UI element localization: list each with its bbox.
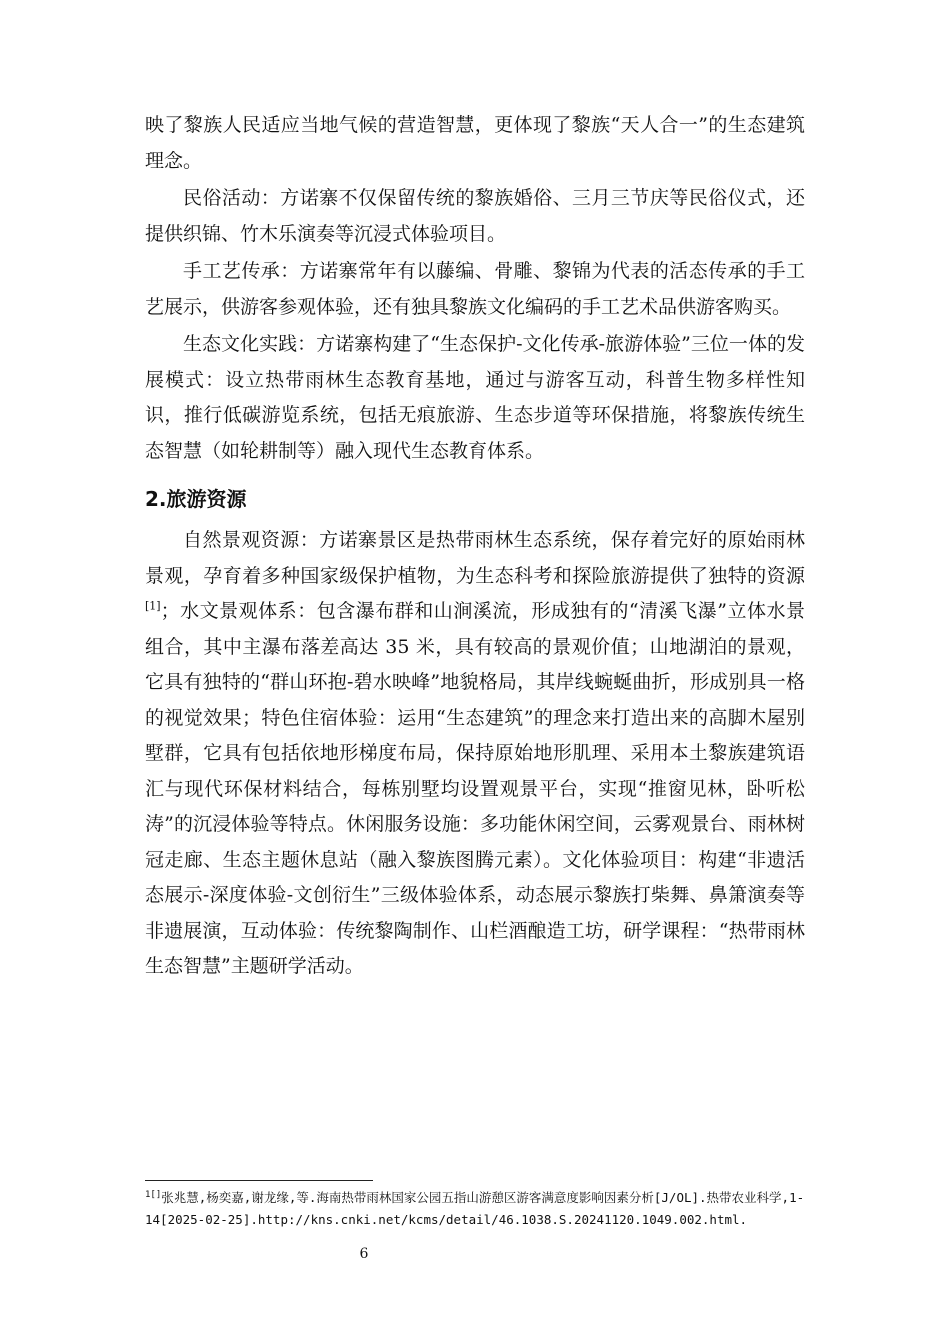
- resource-text-part2: ；水文景观体系：包含瀑布群和山涧溪流，形成独有的“清溪飞瀑”立体水景组合，其中主瀑布落差高达 35 米，具有较高的景观价值；山地湖泊的景观，它具有独特的“群山环抱-碧水映峰”地貌格局，其岸线蜿蜒曲折，形成别具一格的视觉效果；特色住宿体验：运用“生态建筑”的理念来打造出来的高脚木屋别墅群，它具有包括依地形梯度布局，保持原始地形肌理、采用本土黎族建筑语汇与现代环保材料结合，每栋别墅均设置观景平台，实现“推窗见林，卧听松涛”的沉浸体验等特点。休闲服务设施：多功能休闲空间，云雾观景台、雨林树冠走廊、生态主题休息站（融入黎族图腾元素）。文化体验项目：构建“非遗活态展示-深度体验-文创衍生”三级体验体系，动态展示黎族打柴舞、鼻箫演奏等非遗展演，互动体验：传统黎陶制作、山栏酒酿造工坊，研学课程：“热带雨林生态智慧”主题研学活动。: [145, 600, 805, 977]
- paragraph-eco-culture-practice: 生态文化实践：方诺寨构建了“生态保护-文化传承-旅游体验”三位一体的发展模式：设立热带雨林生态教育基地，通过与游客互动，科普生物多样性知识，推行低碳游览系统，包括无痕旅游、生态步道等环保措施，将黎族传统生态智慧（如轮耕制等）融入现代生态教育体系。: [145, 333, 805, 462]
- page-number: 6: [359, 1246, 369, 1262]
- paragraph-natural-resources: [145, 523, 805, 985]
- citation-marker[interactable]: [1]: [145, 599, 161, 613]
- section-heading-tourism-resources: 2.旅游资源: [145, 487, 247, 511]
- footnote: [145, 1187, 805, 1231]
- footnote-text: 张兆慧,杨奕嘉,谢龙缘,等.海南热带雨林国家公园五指山游憩区游客满意度影响因素分析[J/OL].热带农业科学,1-14[2025-02-25].http://kns.cnki.net/kcms/detail/46.1038.S.20241120.1049.002.html.: [145, 1190, 805, 1227]
- body-text: [145, 108, 805, 985]
- paragraph-handicraft-heritage: 手工艺传承：方诺寨常年有以藤编、骨雕、黎锦为代表的活态传承的手工艺展示，供游客参观体验，还有独具黎族文化编码的手工艺术品供游客购买。: [145, 260, 805, 318]
- paragraph-architecture-continued: 映了黎族人民适应当地气候的营造智慧，更体现了黎族“天人合一”的生态建筑理念。: [145, 114, 805, 172]
- resource-text-part1: 自然景观资源：方诺寨景区是热带雨林生态系统，保存着完好的原始雨林景观，孕育着多种国家级保护植物，为生态科考和探险旅游提供了独特的资源: [145, 529, 805, 587]
- paragraph-folk-activities: 民俗活动：方诺寨不仅保留传统的黎族婚俗、三月三节庆等民俗仪式，还提供织锦、竹木乐演奏等沉浸式体验项目。: [145, 187, 805, 245]
- footnote-marker: 1[]: [145, 1189, 162, 1200]
- footnote-divider: [145, 1180, 373, 1181]
